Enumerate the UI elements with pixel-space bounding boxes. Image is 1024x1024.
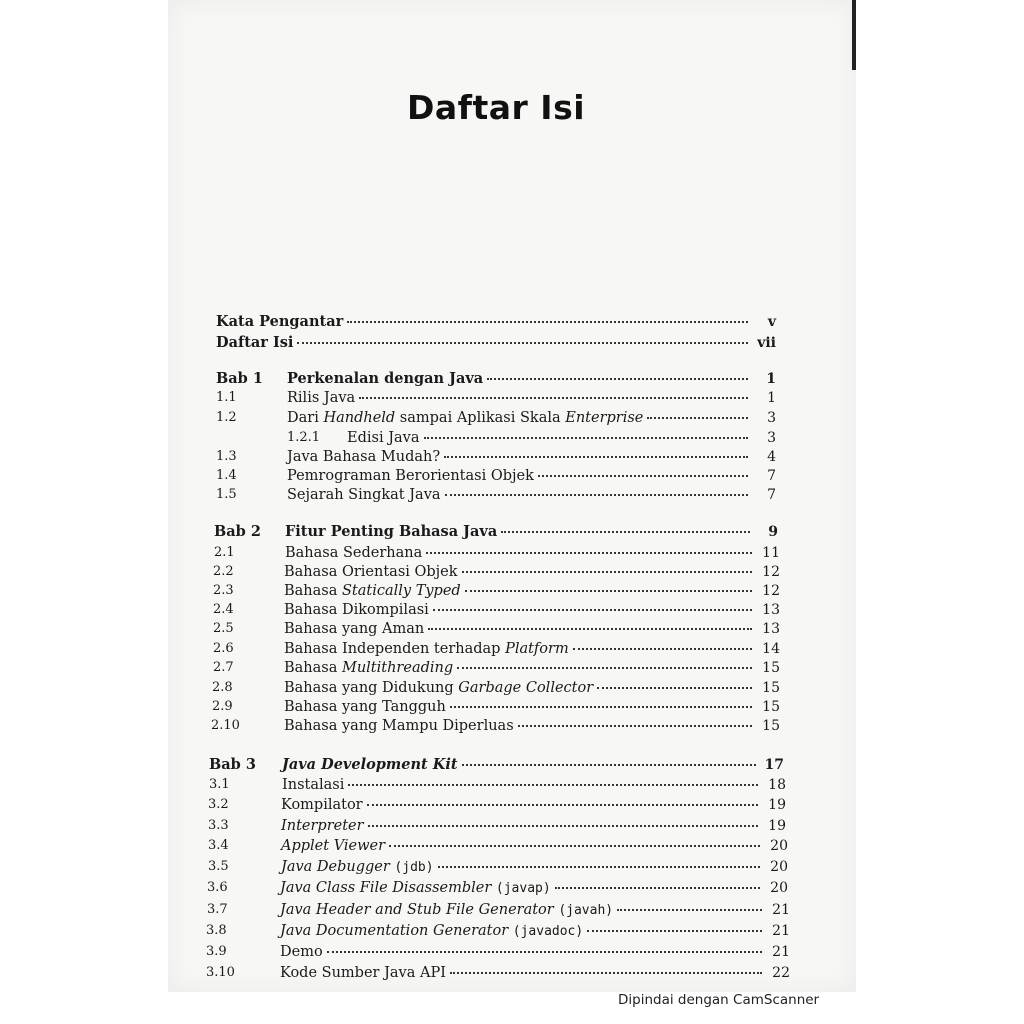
scanner-watermark: Dipindai dengan CamScanner (618, 992, 820, 1008)
toc-row: 2.8 Bahasa yang Didukung Garbage Collector 15 (212, 680, 780, 696)
toc-row: 1.4 Pemrograman Berorientasi Objek 7 (216, 468, 776, 484)
toc-row: 2.10 Bahasa yang Mampu Diperluas 15 (211, 718, 780, 734)
toc-chapter-1: Bab 1 Perkenalan dengan Java 1 (216, 370, 776, 387)
toc-row: 3.10 Kode Sumber Java API 22 (206, 965, 790, 981)
toc-row: 1.3 Java Bahasa Mudah? 4 (216, 449, 776, 465)
toc-row: 3.8 Java Documentation Generator (javadoc) 21 (206, 923, 790, 939)
toc-row: 2.9 Bahasa yang Tangguh 15 (212, 699, 780, 715)
toc-row: 3.1 Instalasi 18 (209, 777, 786, 793)
toc-chapter-3: Bab 3 Java Development Kit 17 (209, 756, 784, 773)
toc-row-daftar-isi: Daftar Isi vii (216, 334, 776, 351)
toc-row: 2.7 Bahasa Multithreading 15 (213, 660, 780, 676)
toc-row: 3.4 Applet Viewer 20 (208, 838, 788, 854)
toc-row: 1.5 Sejarah Singkat Java 7 (216, 487, 776, 503)
toc-row: 3.9 Demo 21 (206, 944, 790, 960)
toc-chapter-2: Bab 2 Fitur Penting Bahasa Java 9 (214, 523, 778, 540)
toc-row: 3.6 Java Class File Disassembler (javap) 20 (207, 880, 788, 896)
toc-row: 2.3 Bahasa Statically Typed 12 (213, 583, 780, 599)
toc-row: 3.2 Kompilator 19 (208, 797, 786, 813)
toc-row: 3.3 Interpreter 19 (208, 818, 786, 834)
toc-row: 2.5 Bahasa yang Aman 13 (213, 621, 780, 637)
toc-row: 3.5 Java Debugger (jdb) 20 (208, 859, 788, 875)
toc-row: 2.2 Bahasa Orientasi Objek 12 (213, 564, 780, 580)
toc-row: 2.6 Bahasa Independen terhadap Platform 14 (213, 641, 780, 657)
toc-row: 3.7 Java Header and Stub File Generator (javah) 21 (207, 902, 790, 918)
page-title: Daftar Isi (406, 88, 586, 127)
toc-row-kata-pengantar: Kata Pengantar v (216, 313, 776, 330)
toc-row: 1.1 Rilis Java 1 (216, 390, 776, 406)
toc-row: 1.2 Dari Handheld sampai Aplikasi Skala Enterprise 3 (216, 410, 776, 426)
toc-row: 2.4 Bahasa Dikompilasi 13 (213, 602, 780, 618)
toc-row: 1.2.1 Edisi Java 3 (287, 430, 776, 446)
toc-row: 2.1 Bahasa Sederhana 11 (214, 545, 780, 561)
